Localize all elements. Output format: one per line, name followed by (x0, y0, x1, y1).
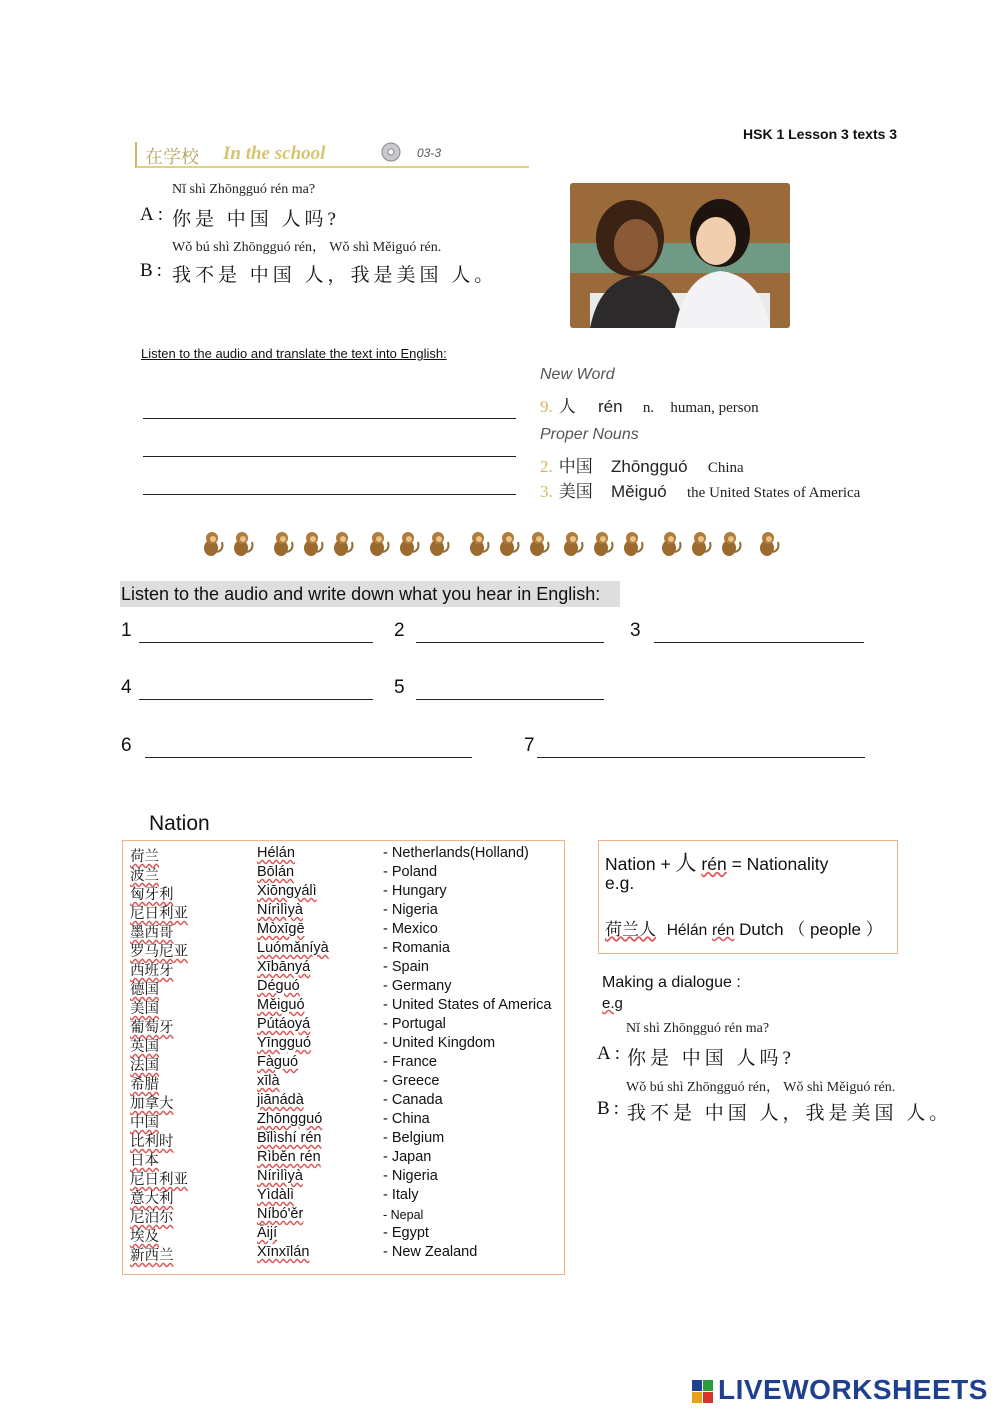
nation-row (123, 978, 564, 997)
vocab-meaning: human, person (670, 400, 759, 416)
answer-field-7[interactable] (537, 757, 865, 758)
example-a-label: A: (597, 1043, 624, 1064)
proper-nouns-heading: Proper Nouns (540, 426, 639, 443)
nation-english: - France (383, 1054, 437, 1070)
nation-english: - Canada (383, 1092, 443, 1108)
nation-row (123, 940, 564, 959)
answer-label-2: 2 (394, 620, 405, 641)
answer-label-4: 4 (121, 677, 132, 698)
nation-english: - New Zealand (383, 1244, 478, 1260)
audio-cd-icon[interactable] (381, 142, 401, 162)
nation-english: - Egypt (383, 1225, 429, 1241)
nation-pinyin: Nírìlìyà (257, 902, 303, 918)
nation-english: - Portugal (383, 1016, 446, 1032)
monkey-icon (204, 532, 222, 556)
monkey-icon (692, 532, 710, 556)
nation-row (123, 845, 564, 864)
answer-field-1[interactable] (139, 642, 373, 643)
answer-label-7: 7 (524, 735, 535, 756)
nation-chinese: 美国 (130, 1001, 159, 1017)
monkey-icon (662, 532, 680, 556)
nation-english: - Belgium (383, 1130, 445, 1146)
nation-chinese: 波兰 (130, 868, 159, 884)
translation-line-3[interactable] (143, 494, 516, 495)
monkey-icon (594, 532, 612, 556)
vocab-hanzi: 中国 (558, 457, 593, 476)
nation-table (122, 840, 565, 1275)
nation-row (123, 997, 564, 1016)
translation-line-2[interactable] (143, 456, 516, 457)
nation-row (123, 959, 564, 978)
nation-english: - Greece (383, 1073, 440, 1089)
nation-row (123, 1149, 564, 1168)
nation-chinese: 尼泊尔 (130, 1210, 174, 1226)
formula-pinyin: rén (701, 854, 727, 874)
vocab-pos: n. (642, 400, 655, 416)
nation-pinyin: jiānádà (257, 1092, 304, 1108)
nation-row (123, 1016, 564, 1035)
answer-label-1: 1 (121, 620, 132, 641)
monkey-icon (530, 532, 548, 556)
vocab-row-meiguo (540, 477, 860, 502)
nation-english: - Japan (383, 1149, 432, 1165)
answer-field-5[interactable] (416, 699, 604, 700)
nation-english: - Spain (383, 959, 429, 975)
monkey-icon (400, 532, 418, 556)
nation-chinese: 希腊 (130, 1077, 159, 1093)
nation-pinyin: Déguó (257, 978, 300, 994)
nation-pinyin: Nírìlìyà (257, 1168, 303, 1184)
nation-chinese: 意大利 (130, 1191, 174, 1207)
nation-pinyin: Níbó'ěr (257, 1206, 304, 1222)
section-header (135, 142, 529, 168)
example-hanzi: 荷兰人 (605, 920, 656, 939)
nation-chinese: 墨西哥 (130, 925, 174, 941)
monkey-icon (370, 532, 388, 556)
monkey-icon (334, 532, 352, 556)
logo-text: LIVEWORKSHEETS (718, 1374, 988, 1405)
audio-track-number: 03-3 (417, 146, 442, 160)
nation-english: - Netherlands(Holland) (383, 845, 529, 861)
new-word-heading: New Word (540, 366, 615, 383)
nation-row (123, 864, 564, 883)
translate-instruction: Listen to the audio and translate the text into English: (141, 346, 447, 361)
nation-row (123, 1225, 564, 1244)
nation-pinyin: Yìdàlì (257, 1187, 295, 1203)
nation-pinyin: Měiguó (257, 997, 305, 1013)
example-a-hanzi: 你是 中国 人吗? (627, 1048, 795, 1069)
nation-title: Nation (149, 812, 210, 835)
nation-english: - Romania (383, 940, 450, 956)
monkey-icon (274, 532, 292, 556)
nation-pinyin: Āijí (257, 1225, 278, 1241)
nation-english: - Nepal (383, 1208, 424, 1222)
vocab-row-zhongguo (540, 452, 744, 477)
vocab-number: 3. (540, 482, 553, 501)
nation-row (123, 1111, 564, 1130)
nationality-eg: e.g. (605, 873, 635, 893)
section-title-english: In the school (223, 143, 326, 164)
nation-row (123, 902, 564, 921)
example-b-hanzi: 我不是 中国 人，我是美国 人。 (627, 1103, 953, 1124)
nation-english: - Nigeria (383, 902, 438, 918)
nation-english: - Nigeria (383, 1168, 438, 1184)
nation-chinese: 德国 (130, 982, 159, 998)
monkey-divider (200, 528, 790, 558)
nation-row (123, 883, 564, 902)
monkey-icon (430, 532, 448, 556)
nation-chinese: 匈牙利 (130, 887, 174, 903)
nation-chinese: 新西兰 (130, 1248, 174, 1264)
nation-chinese: 罗马尼亚 (130, 944, 188, 960)
vocab-row-ren (540, 392, 759, 417)
formula-prefix: Nation + (605, 854, 676, 874)
logo-mark-icon (692, 1380, 714, 1404)
nation-chinese: 葡萄牙 (130, 1020, 174, 1036)
vocab-number: 2. (540, 457, 553, 476)
vocab-hanzi: 人 (558, 397, 576, 416)
formula-hanzi: 人 (675, 852, 697, 875)
nation-english: - United States of America (383, 997, 552, 1013)
monkey-icon (564, 532, 582, 556)
answer-label-6: 6 (121, 735, 132, 756)
nation-chinese: 埃及 (130, 1229, 159, 1245)
nation-pinyin: Pútáoyá (257, 1016, 311, 1032)
nation-row (123, 1168, 564, 1187)
nation-row (123, 1035, 564, 1054)
nation-pinyin: Xiōngyálì (257, 883, 317, 899)
example-b-pinyin: Wǒ bú shì Zhōngguó rén， Wǒ shì Měiguó rén. (626, 1080, 896, 1095)
monkey-icon (760, 532, 778, 556)
monkey-icon (500, 532, 518, 556)
translation-line-1[interactable] (143, 418, 516, 419)
nation-english: - United Kingdom (383, 1035, 496, 1051)
dialogue-b-label: B: (140, 260, 166, 281)
nation-row (123, 1073, 564, 1092)
vocab-hanzi: 美国 (558, 482, 593, 501)
nationality-formula (605, 847, 828, 877)
answer-label-3: 3 (630, 620, 641, 641)
nationality-example (605, 915, 883, 940)
nation-pinyin: Fàguó (257, 1054, 299, 1070)
nation-pinyin: Xīnxīlán (257, 1244, 310, 1260)
nation-chinese: 英国 (130, 1039, 159, 1055)
nation-chinese: 中国 (130, 1115, 159, 1131)
answer-field-3[interactable] (654, 642, 864, 643)
nation-pinyin: Zhōngguó (257, 1111, 323, 1127)
dialogue-a-label: A: (140, 204, 167, 225)
nation-english: - Poland (383, 864, 438, 880)
dialogue-a-pinyin: Nǐ shì Zhōngguó rén ma? (172, 182, 316, 197)
nation-row (123, 1130, 564, 1149)
nation-english: - Hungary (383, 883, 447, 899)
section-title-chinese: 在学校 (145, 147, 199, 167)
monkey-icon (624, 532, 642, 556)
nation-english: - Italy (383, 1187, 419, 1203)
nation-pinyin: Luómǎníyà (257, 940, 329, 956)
example-english: Dutch （ people ） (739, 920, 883, 939)
example-ren: rén (711, 922, 735, 939)
nation-row (123, 921, 564, 940)
nation-pinyin: Rìběn rén (257, 1149, 321, 1165)
example-pinyin: Hélán (666, 922, 708, 939)
vocab-meaning: the United States of America (687, 485, 861, 501)
vocab-meaning: China (707, 460, 744, 476)
nation-chinese: 加拿大 (130, 1096, 174, 1112)
answer-field-2[interactable] (416, 642, 604, 643)
example-a-pinyin: Nǐ shì Zhōngguó rén ma? (626, 1021, 770, 1036)
vocab-number: 9. (540, 397, 553, 416)
nation-chinese: 荷兰 (130, 849, 159, 865)
nation-row (123, 1187, 564, 1206)
nation-row (123, 1206, 564, 1225)
dialogue-a-hanzi: 你是 中国 人吗? (172, 209, 340, 230)
answer-field-6[interactable] (145, 757, 472, 758)
nation-chinese: 比利时 (130, 1134, 174, 1150)
listen-instruction: Listen to the audio and write down what you hear in English: (120, 581, 620, 607)
nation-pinyin: Hélán (257, 845, 295, 861)
monkey-icon (470, 532, 488, 556)
monkey-icon (234, 532, 252, 556)
nation-row (123, 1054, 564, 1073)
nation-pinyin: Mòxīgē (257, 921, 305, 937)
nation-pinyin: Bōlán (257, 864, 295, 880)
nation-row (123, 1244, 564, 1263)
vocab-pinyin: Měiguó (611, 482, 667, 501)
nation-pinyin: Xībānyá (257, 959, 311, 975)
nation-pinyin: Yīngguó (257, 1035, 312, 1051)
answer-field-4[interactable] (139, 699, 373, 700)
monkey-icon (304, 532, 322, 556)
vocab-pinyin: rén (598, 397, 623, 416)
monkey-icon (722, 532, 740, 556)
nation-pinyin: xīlà (257, 1073, 280, 1089)
nation-pinyin: Bǐlìshí rén (257, 1130, 322, 1146)
example-b-label: B: (597, 1098, 623, 1119)
nation-chinese: 法国 (130, 1058, 159, 1074)
nation-english: - China (383, 1111, 430, 1127)
dialogue-b-pinyin: Wǒ bú shì Zhōngguó rén， Wǒ shì Měiguó rén. (172, 240, 442, 255)
dialogue-b-hanzi: 我不是 中国 人，我是美国 人。 (172, 265, 498, 286)
nation-english: - Mexico (383, 921, 438, 937)
making-dialogue-title: Making a dialogue : (602, 974, 741, 991)
formula-suffix: = Nationality (726, 854, 829, 874)
answer-label-5: 5 (394, 677, 405, 698)
vocab-pinyin: Zhōngguó (611, 457, 688, 476)
nation-chinese: 尼日利亚 (130, 1172, 188, 1188)
nationality-box (598, 840, 898, 954)
document-title: HSK 1 Lesson 3 texts 3 (743, 126, 898, 142)
making-dialogue-eg: e.g (602, 995, 623, 1012)
nation-row (123, 1092, 564, 1111)
nation-chinese: 尼日利亚 (130, 906, 188, 922)
nation-chinese: 西班牙 (130, 963, 174, 979)
nation-chinese: 日本 (130, 1153, 159, 1169)
nation-english: - Germany (383, 978, 452, 994)
two-girls-photo (570, 183, 790, 328)
photo-illustration (570, 183, 790, 328)
